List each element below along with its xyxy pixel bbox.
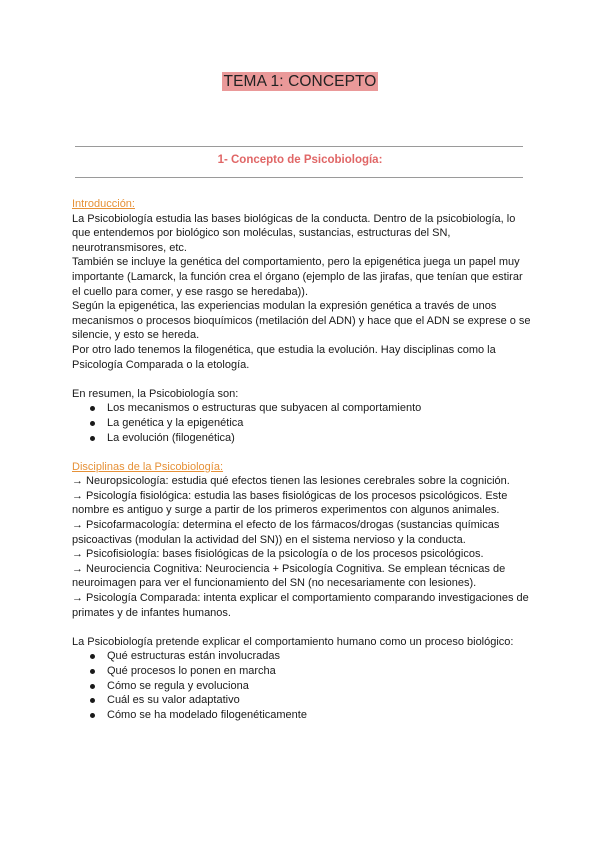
summary-list — [72, 401, 532, 445]
bullet-icon — [90, 713, 95, 718]
page-title: TEMA 1: CONCEPTO — [223, 73, 377, 90]
list-item — [72, 649, 532, 664]
section-title: 1- Concepto de Psicobiología: — [217, 154, 383, 166]
list-item-text: La evolución (filogenética) — [107, 431, 235, 444]
intro-heading: Introducción: — [72, 198, 135, 210]
disciplines-heading: Disciplinas de la Psicobiología: — [72, 460, 224, 473]
explain-lead: La Psicobiología pretende explicar el comportamiento humano como un proceso biológico: — [72, 635, 514, 648]
bullet-icon — [90, 436, 95, 441]
bullet-icon — [90, 654, 95, 659]
discipline-item: → Psicofarmacología: determina el efecto de los fármacos/drogas (sustancias químicas psicoactivas (modulan la actividad del SN)) en el sistema nervioso y la conducta. — [72, 519, 500, 546]
list-item — [72, 708, 532, 723]
bullet-icon — [90, 421, 95, 426]
list-item — [72, 664, 532, 679]
list-item — [72, 431, 532, 446]
title-container — [0, 72, 600, 91]
list-item — [72, 679, 532, 694]
bottom-rule — [75, 177, 523, 178]
intro-paragraph: La Psicobiología estudia las bases biológicas de la conducta. Dentro de la psicobiología, lo que entendemos por biológico son moléculas, sustancias, estructuras del SN, neurotransmisores, etc. — [72, 212, 516, 254]
spacer — [72, 445, 532, 460]
list-item — [72, 693, 532, 708]
explain-list — [72, 649, 532, 722]
list-item — [72, 401, 532, 416]
discipline-item: → Psicología fisiológica: estudia las bases fisiológicas de los procesos psicológicos. Este nombre es antiguo y surge a partir de los primeros experimentos con algunos animales. — [72, 489, 508, 517]
list-item-text: Los mecanismos o estructuras que subyacen al comportamiento — [107, 402, 422, 415]
discipline-item: → Psicología Comparada: intenta explicar el comportamiento comparando investigaciones de primates y de infantes humanos. — [72, 592, 529, 619]
bullet-icon — [90, 406, 95, 411]
bullet-icon — [90, 684, 95, 689]
list-item — [72, 416, 532, 431]
list-item-text: La genética y la epigenética — [107, 416, 244, 429]
list-item-text: Qué estructuras están involucradas — [107, 650, 281, 663]
top-rule — [75, 146, 523, 147]
document-body — [72, 197, 532, 722]
list-item-text: Cuál es su valor adaptativo — [107, 694, 240, 707]
spacer — [72, 372, 532, 387]
list-item-text: Cómo se ha modelado filogenéticamente — [107, 708, 307, 721]
intro-paragraph: Según la epigenética, las experiencias modulan la expresión genética a través de unos mecanismos o procesos bioquímicos (metilación del ADN) y hace que el ADN se exprese o se silencie, y esto se hereda. — [72, 300, 531, 342]
discipline-item: → Neuropsicología: estudia qué efectos tienen las lesiones cerebrales sobre la cognición. — [72, 475, 510, 488]
list-item-text: Cómo se regula y evoluciona — [107, 679, 249, 692]
discipline-item: → Neurociencia Cognitiva: Neurociencia + Psicología Cognitiva. Se emplean técnicas de neuroimagen para ver el funcionamiento del SN (no necesariamente con lesiones). — [72, 562, 506, 590]
spacer — [72, 620, 532, 635]
intro-paragraph: También se incluye la genética del comportamiento, pero la epigenética juega un papel muy importante (Lamarck, la función crea el órgano (ejemplo de las jirafas, que tenían que estirar el cuello para comer, y ese rasgo se heredaba)). — [72, 256, 523, 298]
intro-paragraph: Por otro lado tenemos la filogenética, que estudia la evolución. Hay disciplinas como la Psicología Comparada o la etología. — [72, 343, 496, 371]
list-item-text: Qué procesos lo ponen en marcha — [107, 665, 276, 677]
bullet-icon — [90, 698, 95, 703]
summary-lead: En resumen, la Psicobiología son: — [72, 387, 239, 400]
discipline-item: → Psicofisiología: bases fisiológicas de la psicología o de los procesos psicológicos. — [72, 548, 484, 561]
bullet-icon — [90, 669, 95, 674]
